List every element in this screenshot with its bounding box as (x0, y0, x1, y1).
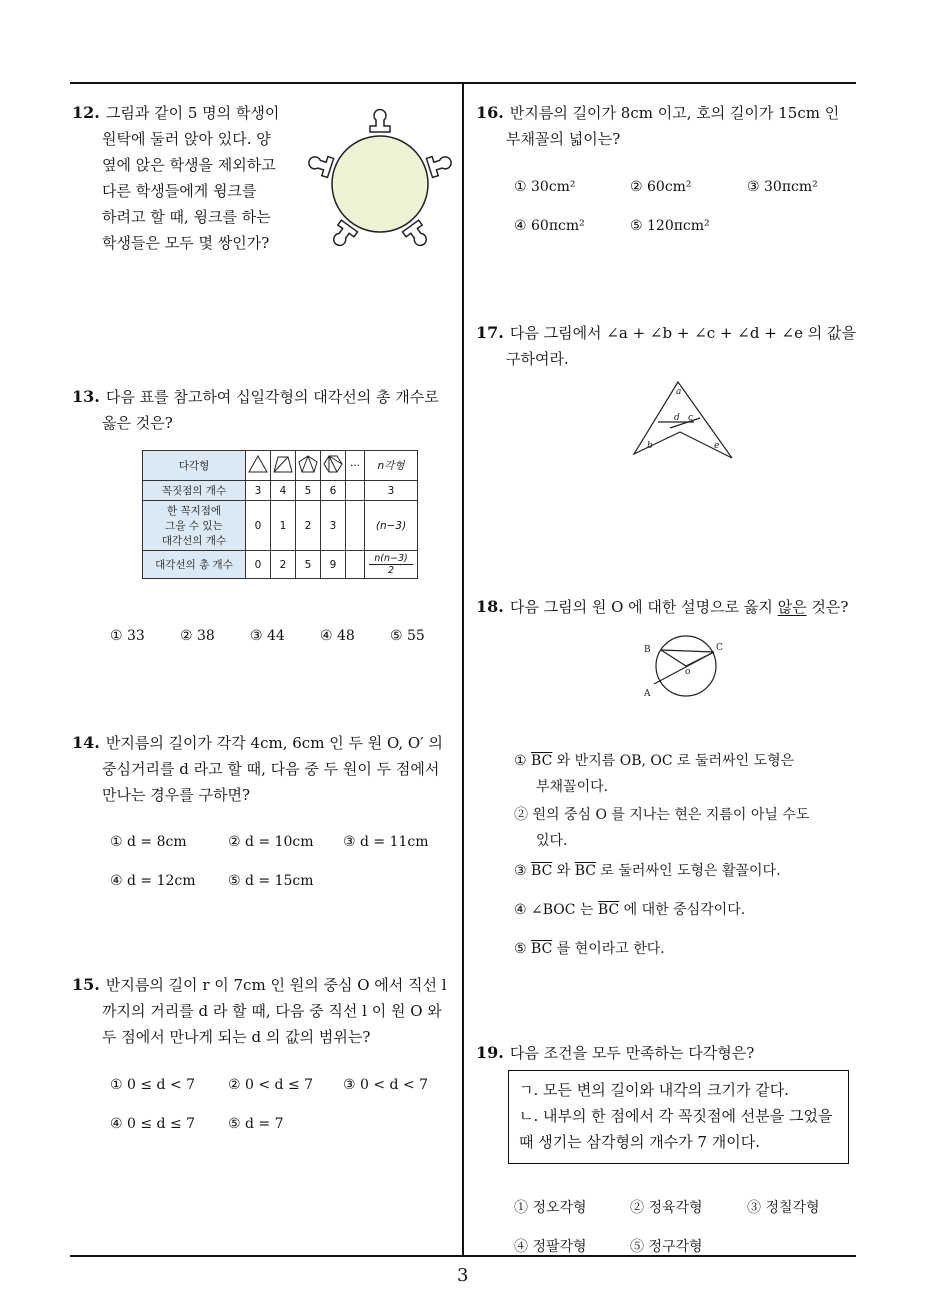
question-19: 19. 다음 조건을 모두 만족하는 다각형은? (476, 1043, 755, 1062)
choice-1[interactable]: ① 33 (110, 628, 145, 644)
choice-2[interactable]: ② d = 10cm (228, 834, 314, 850)
question-14: 14. 반지름의 길이가 각각 4cm, 6cm 인 두 원 O, O′ 의 중심거리를 d 라고 할 때, 다음 중 두 원이 두 점에서 만나는 경우를 구하면? (72, 733, 443, 804)
question-number: 12. (72, 103, 100, 122)
question-12: 12. 그림과 같이 5 명의 학생이 원탁에 둘러 앉아 있다. 양 옆에 앉은 학생을 제외하고 다른 학생들에게 윙크를 하려고 할 때, 윙크를 하는 학생들은 모두 몇 쌍인가? (72, 103, 280, 252)
pentagon-icon (296, 451, 321, 481)
question-17: 17. 다음 그림에서 ∠a + ∠b + ∠c + ∠d + ∠e 의 값을 구하여라. (476, 323, 857, 368)
label-B: B (644, 645, 651, 655)
choice-1[interactable]: ① d = 8cm (110, 834, 187, 850)
choice-5[interactable]: ⑤ 120πcm² (630, 218, 710, 234)
choice-2[interactable]: ② 0 < d ≤ 7 (228, 1077, 314, 1093)
question-number: 15. (72, 975, 100, 994)
question-number: 19. (476, 1043, 504, 1062)
choice-2[interactable]: ② 38 (180, 628, 215, 644)
column-divider (462, 84, 464, 1256)
choice-3[interactable]: ③ 0 < d < 7 (343, 1077, 429, 1093)
question-number: 13. (72, 387, 100, 406)
choice-5[interactable]: ⑤ 55 (390, 628, 425, 644)
label-C: C (716, 643, 723, 653)
label-e: e (714, 441, 720, 451)
choice-5[interactable]: ⑤ d = 15cm (228, 873, 314, 889)
ngon-header: n각형 (365, 451, 418, 481)
choice-4[interactable]: ④ 0 ≤ d ≤ 7 (110, 1116, 196, 1132)
label-d: d (674, 413, 680, 423)
q18-choice-4[interactable]: ④ ∠BOC 는 $\overline{BC}$ 에 대한 중심각이다. (514, 902, 746, 918)
page-number: 3 (457, 1265, 469, 1286)
choice-1[interactable]: ① 30cm² (514, 179, 576, 195)
choice-1[interactable]: ① 정오각형 (514, 1200, 587, 1216)
choice-2[interactable]: ② 60cm² (630, 179, 692, 195)
bottom-rule (70, 1255, 856, 1257)
label-c: c (688, 413, 694, 423)
angle-figure (630, 378, 740, 464)
choice-2[interactable]: ② 정육각형 (630, 1200, 703, 1216)
question-16: 16. 반지름의 길이가 8cm 이고, 호의 길이가 15cm 인 부채꼴의 넓이는? (476, 103, 840, 148)
label-A: A (644, 689, 651, 699)
question-number: 16. (476, 103, 504, 122)
choice-5[interactable]: ⑤ 정구각형 (630, 1239, 703, 1255)
choice-4[interactable]: ④ 48 (320, 628, 355, 644)
question-15: 15. 반지름의 길이 r 이 7cm 인 원의 중심 O 에서 직선 l 까지의 거리를 d 라 할 때, 다음 중 직선 l 이 원 O 와 두 점에서 만나게 되는 d 의 값의 범위는? (72, 975, 447, 1046)
label-o: o (685, 667, 691, 677)
label-a: a (676, 387, 682, 397)
label-b: b (647, 441, 653, 451)
question-number: 17. (476, 323, 504, 342)
choice-4[interactable]: ④ 60πcm² (514, 218, 585, 234)
q18-choice-2[interactable]: ② 원의 중심 O 를 지나는 현은 지름이 아닐 수도 있다. (514, 807, 810, 849)
q18-choice-1[interactable]: ① $\overline{BC}$ 와 반지름 OB, OC 로 둘러싸인 도형은 부채꼴이다. (514, 753, 795, 795)
question-number: 18. (476, 597, 504, 616)
round-table-figure (298, 104, 458, 264)
polygon-table: 다각형 ··· n각형 꼭짓점의 개수 3 4 5 6 3 한 꼭지점에 그을 수 있는 대각선의 개수 0 1 2 3 (n−3) 대각선의 총 개수 0 2 5 9 n(n−3) 2 (142, 450, 418, 579)
choice-4[interactable]: ④ 정팔각형 (514, 1239, 587, 1255)
choice-3[interactable]: ③ d = 11cm (343, 834, 429, 850)
table-header: 다각형 (143, 451, 246, 481)
question-13: 13. 다음 표를 참고하여 십일각형의 대각선의 총 개수로 옳은 것은? (72, 387, 439, 432)
q18-choice-3[interactable]: ③ $\overline{BC}$ 와 $\overline{BC}$ 로 둘러싸인 도형은 활꼴이다. (514, 863, 781, 879)
choice-1[interactable]: ① 0 ≤ d < 7 (110, 1077, 196, 1093)
choice-3[interactable]: ③ 30πcm² (747, 179, 818, 195)
circle-figure (638, 632, 730, 704)
choice-5[interactable]: ⑤ d = 7 (228, 1116, 284, 1132)
hexagon-icon (321, 451, 346, 481)
choice-3[interactable]: ③ 정칠각형 (747, 1200, 820, 1216)
choice-4[interactable]: ④ d = 12cm (110, 873, 196, 889)
q18-choice-5[interactable]: ⑤ $\overline{BC}$ 를 현이라고 한다. (514, 941, 665, 957)
condition-box: ㄱ. 모든 변의 길이와 내각의 크기가 같다. ㄴ. 내부의 한 점에서 각 꼭짓점에 선분을 그었을 때 생기는 삼각형의 개수가 7 개이다. (508, 1070, 849, 1164)
question-number: 14. (72, 733, 100, 752)
question-18: 18. 다음 그림의 원 O 에 대한 설명으로 옳지 않은 것은? (476, 597, 849, 616)
quadrilateral-icon (271, 451, 296, 481)
ellipsis: ··· (346, 451, 365, 481)
triangle-icon (246, 451, 271, 481)
choice-3[interactable]: ③ 44 (250, 628, 285, 644)
